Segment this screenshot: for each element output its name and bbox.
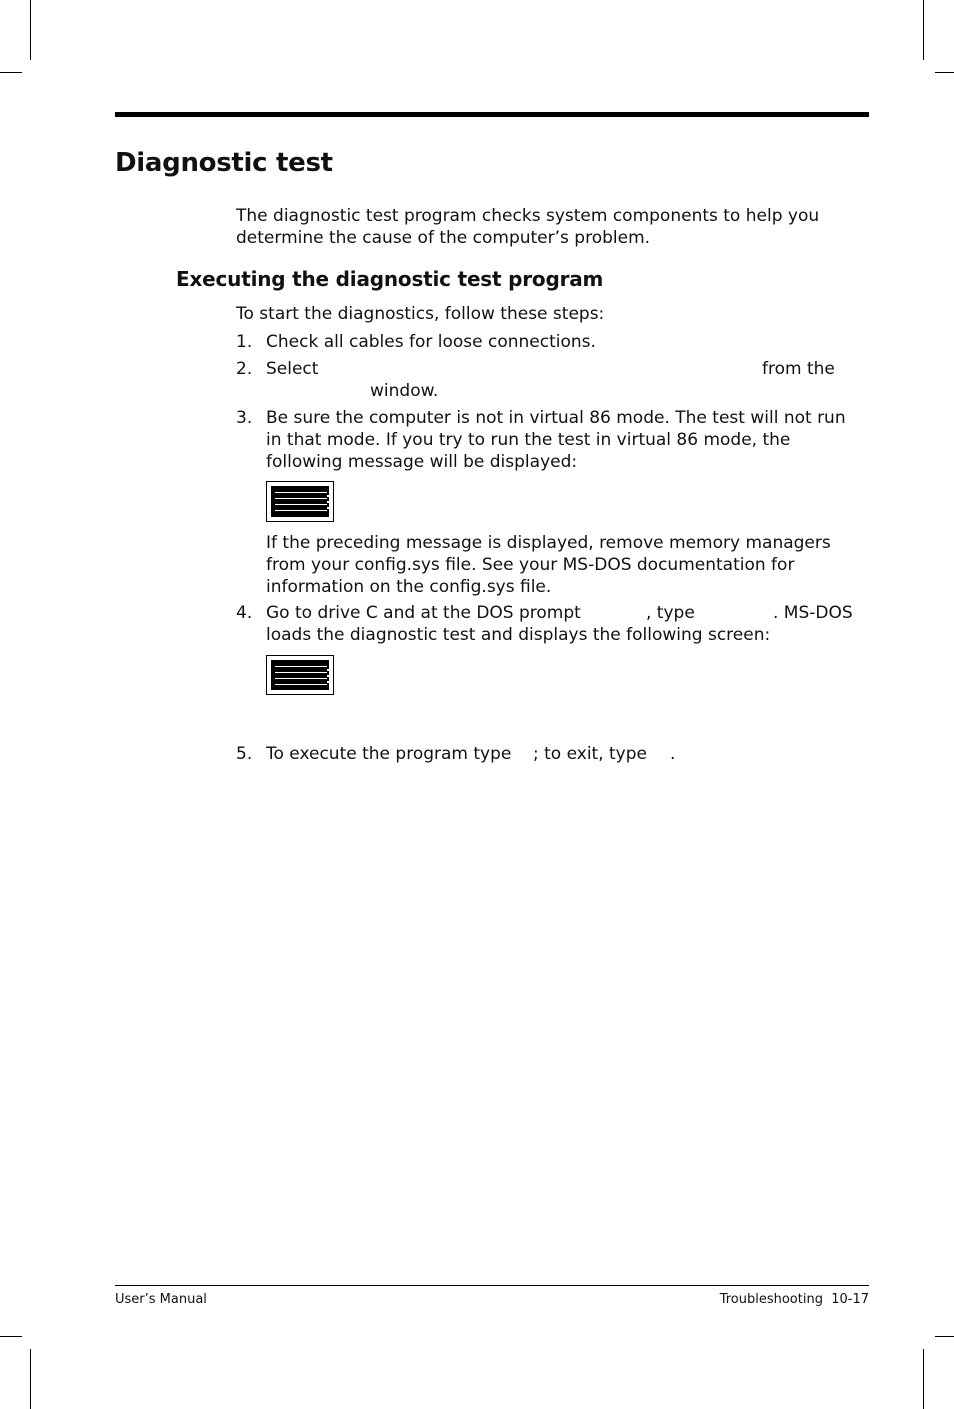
crop-mark: [0, 1336, 22, 1337]
step-text: from the: [762, 359, 835, 379]
crop-mark: [923, 0, 924, 60]
subsection-title: Executing the diagnostic test program: [176, 267, 604, 291]
footer-manual-title: User’s Manual: [115, 1292, 207, 1307]
crop-mark: [935, 72, 954, 73]
step-text: ; to exit, type: [533, 744, 647, 764]
step-text: window.: [370, 381, 439, 401]
crop-mark: [935, 1336, 954, 1337]
step-text: loads the diagnostic test and displays the following screen:: [266, 625, 771, 645]
step-text: .: [670, 744, 676, 764]
crop-mark: [923, 1349, 924, 1409]
step-text: To execute the program type: [266, 744, 512, 764]
step-text: Check all cables for loose connections.: [266, 332, 596, 352]
step-number: 4.: [236, 603, 253, 623]
step-number: 2.: [236, 359, 253, 379]
crop-mark: [30, 1349, 31, 1409]
step-text: Go to drive C and at the DOS prompt: [266, 603, 581, 623]
footer-rule: [115, 1285, 869, 1286]
step-text: Be sure the computer is not in virtual 86 mode. The test will not run in that mode. If you try to run the test in virtual 86 mode, the following message will be displayed:: [266, 408, 846, 472]
crop-mark: [0, 72, 22, 73]
crop-mark: [30, 0, 31, 60]
step-number: 3.: [236, 408, 253, 428]
step-text: , type: [646, 603, 695, 623]
step-number: 5.: [236, 744, 253, 764]
step-number: 1.: [236, 332, 253, 352]
steps-intro: To start the diagnostics, follow these steps:: [236, 304, 605, 324]
diagnostic-screen-icon: [266, 655, 334, 695]
step-followup-text: If the preceding message is displayed, remove memory managers from your config.sys file. See your MS-DOS documentation for information on the config.sys file.: [266, 533, 831, 597]
intro-paragraph: The diagnostic test program checks system components to help you determine the cause of the computer’s problem.: [236, 206, 820, 248]
step-text: . MS-DOS: [773, 603, 853, 623]
step-text: Select: [266, 359, 319, 379]
list-item: [236, 602, 861, 646]
list-item: [236, 358, 861, 402]
footer-page-number: Troubleshooting 10-17: [719, 1292, 869, 1307]
section-title: Diagnostic test: [115, 148, 333, 178]
header-rule: [115, 112, 869, 117]
error-message-screen-icon: [266, 481, 334, 522]
